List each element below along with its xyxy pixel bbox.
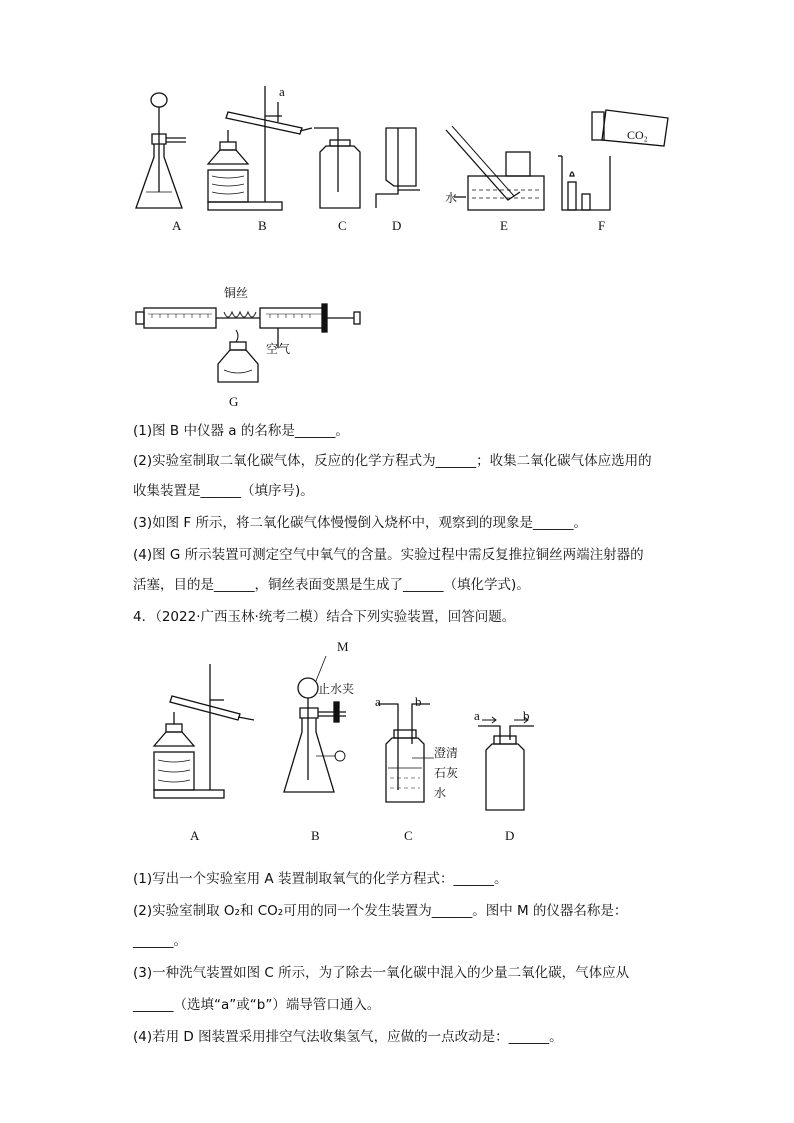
caption-2-A: A [190, 828, 200, 843]
air-label: 空气 [266, 342, 291, 356]
caption-A: A [172, 218, 182, 233]
question-4-3-line2: ______（选填“a”或“b”）端导管口通入。 [133, 997, 381, 1013]
label-a-pointer: a [279, 84, 285, 99]
limewater-line2: 石灰 [434, 766, 459, 780]
co2-label: CO₂ [627, 128, 648, 142]
label-b: b [415, 694, 422, 709]
label-a: a [375, 694, 381, 709]
caption-G: G [229, 394, 239, 409]
limewater-line1: 澄清 [434, 746, 459, 760]
caption-D: D [392, 218, 402, 233]
limewater-line3: 水 [434, 786, 447, 800]
caption-C: C [338, 218, 347, 233]
question-3-1: (1)图 B 中仪器 a 的名称是______。 [133, 423, 349, 439]
question-4-1: (1)写出一个实验室用 A 装置制取氧气的化学方程式：______。 [133, 871, 508, 887]
question-4-2-line2: ______。 [133, 933, 187, 949]
label-b-arrow: b [523, 708, 530, 723]
label-a-arrow: a [474, 708, 480, 723]
question-3-2-line1: (2)实验室制取二氧化碳气体，反应的化学方程式为______；收集二氧化碳气体应选用的 [133, 453, 652, 469]
clamp-label: 止水夹 [318, 682, 355, 696]
caption-B: B [258, 218, 267, 233]
caption-2-C: C [404, 828, 413, 843]
caption-E: E [500, 218, 508, 233]
caption-2-B: B [311, 828, 320, 843]
caption-F: F [598, 218, 606, 233]
question-3-2-line2: 收集装置是______（填序号)。 [133, 483, 314, 499]
question-3-4-line1: (4)图 G 所示装置可测定空气中氧气的含量。实验过程中需反复推拉铜丝两端注射器的 [133, 547, 644, 563]
question-4-4: (4)若用 D 图装置采用排空气法收集氢气，应做的一点改动是：______。 [133, 1029, 563, 1045]
question-4-2-line1: (2)实验室制取 O₂和 CO₂可用的同一个发生装置为______。图中 M 的仪器名称是： [133, 903, 628, 919]
copper-wire-label: 铜丝 [224, 286, 249, 300]
question-4-3-line1: (3)一种洗气装置如图 C 所示，为了除去一氧化碳中混入的少量二氧化碳，气体应从 [133, 965, 630, 981]
problem-4-header: 4．（2022·广西玉林·统考二模）结合下列实验装置，回答问题。 [133, 609, 516, 625]
question-3-4-line2: 活塞，目的是______，铜丝表面变黑是生成了______（填化学式)。 [133, 577, 530, 593]
water-label: 水 [445, 191, 458, 205]
caption-2-D: D [505, 828, 515, 843]
question-3-3: (3)如图 F 所示，将二氧化碳气体慢慢倒入烧杯中，观察到的现象是______。 [133, 515, 587, 531]
label-M: M [337, 639, 349, 654]
